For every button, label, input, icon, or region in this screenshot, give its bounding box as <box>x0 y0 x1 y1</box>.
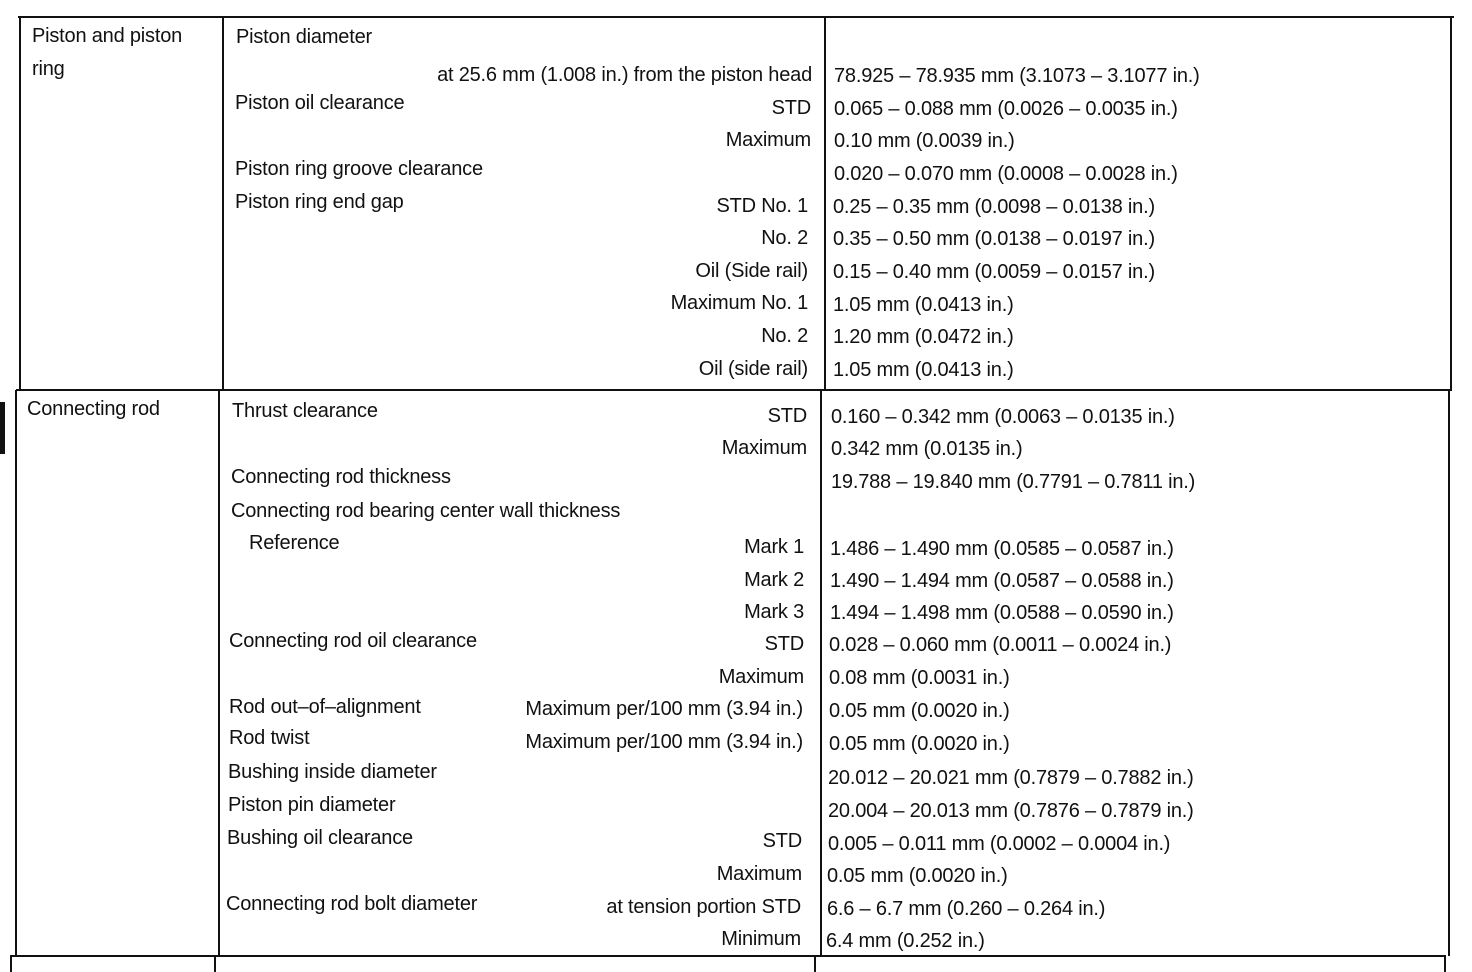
table-left-border <box>19 16 21 390</box>
spec-value: 0.35 – 0.50 mm (0.0138 – 0.0197 in.) <box>833 228 1155 250</box>
spec-condition: Maximum per/100 mm (3.94 in.) <box>525 731 803 753</box>
spec-condition: Maximum <box>718 666 804 688</box>
spec-condition: at tension portion STD <box>606 896 801 918</box>
spec-value: 0.065 – 0.088 mm (0.0026 – 0.0035 in.) <box>834 98 1178 120</box>
spec-value: 0.160 – 0.342 mm (0.0063 – 0.0135 in.) <box>831 406 1175 428</box>
spec-item: Connecting rod thickness <box>231 466 451 488</box>
table-right-border <box>1450 16 1452 390</box>
spec-condition: Maximum <box>725 129 811 151</box>
table-left-border <box>10 956 12 972</box>
spec-value: 0.020 – 0.070 mm (0.0008 – 0.0028 in.) <box>834 163 1178 185</box>
spec-condition: Oil (side rail) <box>698 358 808 380</box>
spec-item: Reference <box>249 532 340 554</box>
spec-item: Piston pin diameter <box>228 794 396 816</box>
spec-value: 20.012 – 20.021 mm (0.7879 – 0.7882 in.) <box>828 767 1194 789</box>
section-divider <box>10 955 1446 957</box>
spec-value: 1.486 – 1.490 mm (0.0585 – 0.0587 in.) <box>830 538 1174 560</box>
spec-item: Bushing inside diameter <box>228 761 437 783</box>
spec-value: 1.494 – 1.498 mm (0.0588 – 0.0590 in.) <box>830 602 1174 624</box>
column-divider <box>214 956 216 972</box>
spec-condition: STD <box>771 97 811 119</box>
spec-condition: Maximum per/100 mm (3.94 in.) <box>525 698 803 720</box>
table-right-border <box>1448 390 1450 956</box>
spec-item: Rod twist <box>229 727 310 749</box>
spec-value: 0.25 – 0.35 mm (0.0098 – 0.0138 in.) <box>833 196 1155 218</box>
spec-condition: Maximum <box>721 437 807 459</box>
spec-value: 6.4 mm (0.252 in.) <box>826 930 985 952</box>
spec-item: Piston diameter <box>236 26 372 48</box>
spec-condition: Mark 3 <box>744 601 804 623</box>
spec-item: Connecting rod bearing center wall thickness <box>231 500 621 522</box>
spec-condition: No. 2 <box>761 227 808 249</box>
spec-item: Thrust clearance <box>232 400 378 422</box>
spec-value: 0.08 mm (0.0031 in.) <box>829 667 1010 689</box>
spec-item: Rod out–of–alignment <box>229 696 421 718</box>
spec-value: 0.10 mm (0.0039 in.) <box>834 130 1015 152</box>
column-divider <box>824 16 826 390</box>
table-right-border <box>1444 956 1446 972</box>
spec-condition: No. 2 <box>761 325 808 347</box>
section-label: Connecting rod <box>27 398 160 420</box>
spec-value: 20.004 – 20.013 mm (0.7876 – 0.7879 in.) <box>828 800 1194 822</box>
spec-value: 78.925 – 78.935 mm (3.1073 – 3.1077 in.) <box>834 65 1200 87</box>
spec-condition: STD No. 1 <box>716 195 808 217</box>
section-label: ring <box>32 58 65 80</box>
spec-value: 0.05 mm (0.0020 in.) <box>827 865 1008 887</box>
table-top-border <box>18 16 1454 18</box>
spec-value: 19.788 – 19.840 mm (0.7791 – 0.7811 in.) <box>831 471 1196 493</box>
spec-item: Connecting rod bolt diameter <box>226 893 478 915</box>
spec-value: 1.05 mm (0.0413 in.) <box>833 359 1014 381</box>
spec-condition: STD <box>764 633 804 655</box>
spec-condition: STD <box>767 405 807 427</box>
spec-condition: Maximum <box>716 863 802 885</box>
spec-value: 1.490 – 1.494 mm (0.0587 – 0.0588 in.) <box>830 570 1174 592</box>
spec-value: 0.05 mm (0.0020 in.) <box>829 733 1010 755</box>
spec-condition: Mark 1 <box>744 536 804 558</box>
spec-item: Piston oil clearance <box>235 92 405 114</box>
column-divider <box>820 390 822 956</box>
column-divider <box>218 390 220 956</box>
section-label: Piston and piston <box>32 25 183 47</box>
section-divider <box>16 389 1452 391</box>
spec-condition: Minimum <box>721 928 801 950</box>
column-divider <box>222 16 224 390</box>
revision-bar <box>0 402 5 454</box>
spec-value: 0.342 mm (0.0135 in.) <box>831 438 1023 460</box>
column-divider <box>814 956 816 972</box>
spec-condition: STD <box>762 830 802 852</box>
spec-value: 1.20 mm (0.0472 in.) <box>833 326 1014 348</box>
spec-value: 0.005 – 0.011 mm (0.0002 – 0.0004 in.) <box>828 833 1171 855</box>
spec-value: 0.028 – 0.060 mm (0.0011 – 0.0024 in.) <box>829 634 1172 656</box>
spec-value: 1.05 mm (0.0413 in.) <box>833 294 1014 316</box>
spec-condition: Maximum No. 1 <box>670 292 808 314</box>
spec-item: Connecting rod oil clearance <box>229 630 477 652</box>
spec-value: 6.6 – 6.7 mm (0.260 – 0.264 in.) <box>827 898 1106 920</box>
table-left-border <box>15 390 17 956</box>
spec-value: 0.15 – 0.40 mm (0.0059 – 0.0157 in.) <box>833 261 1155 283</box>
spec-condition: Mark 2 <box>744 569 804 591</box>
spec-item: Piston ring groove clearance <box>235 158 483 180</box>
spec-item: Bushing oil clearance <box>227 827 413 849</box>
spec-item: Piston ring end gap <box>235 191 404 213</box>
spec-condition: at 25.6 mm (1.008 in.) from the piston head <box>437 64 812 86</box>
spec-condition: Oil (Side rail) <box>695 260 808 282</box>
spec-value: 0.05 mm (0.0020 in.) <box>829 700 1010 722</box>
